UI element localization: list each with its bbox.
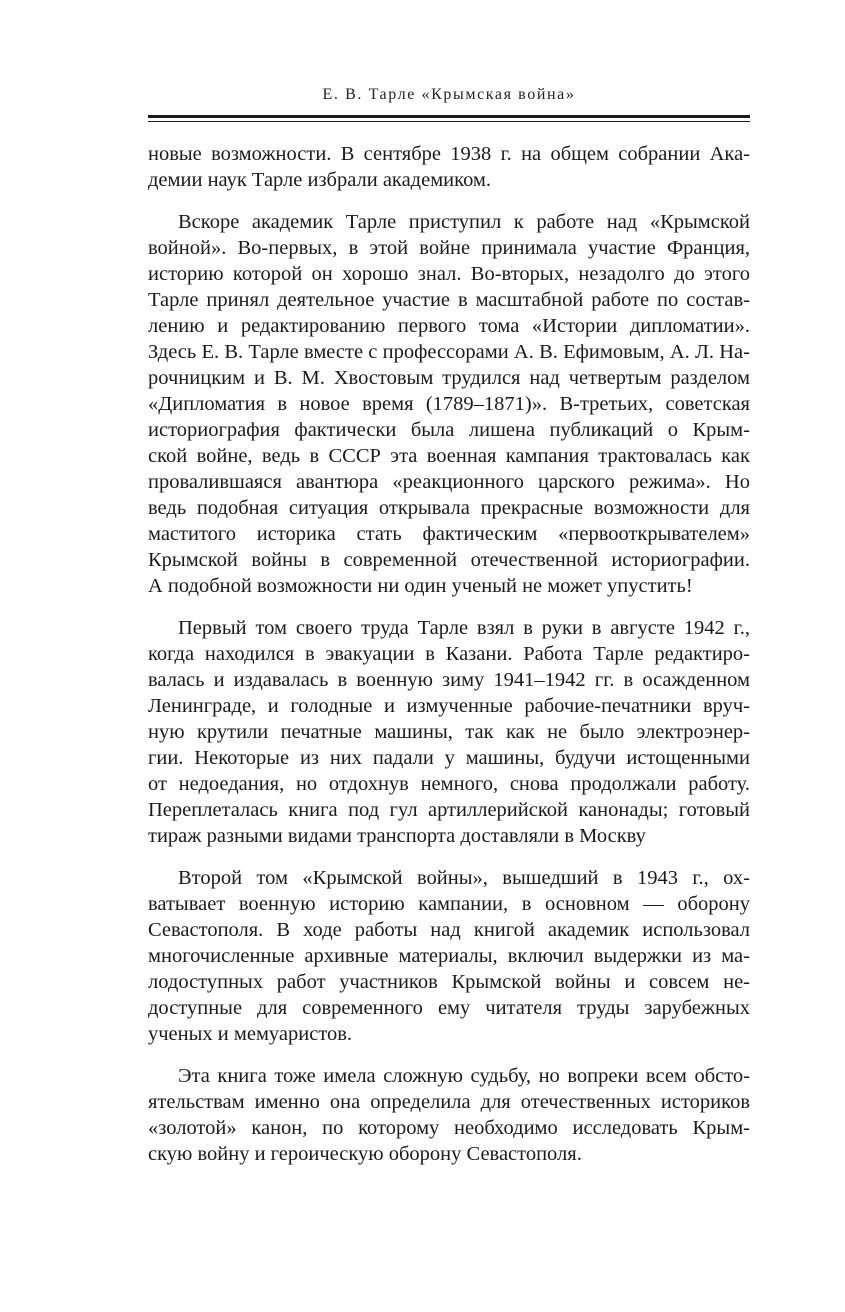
text-line: Севастополя. В ходе работы над книгой академик использовал xyxy=(148,919,750,941)
text-line: ведь подобная ситуация открывала прекрасные возможности для xyxy=(148,497,750,519)
text-line: ученых и мемуаристов. xyxy=(148,1023,353,1045)
text-line: Вскоре академик Тарле приступил к работе над «Крымской xyxy=(178,211,750,233)
paragraph xyxy=(148,209,750,599)
text-line: Переплеталась книга под гул артиллерийской канонады; готовый xyxy=(148,799,750,821)
text-line: когда находился в эвакуации в Казани. Работа Тарле редактиро- xyxy=(148,643,750,665)
text-line: историю которой он хорошо знал. Во-вторых, незадолго до этого xyxy=(148,263,750,285)
text-line: «Дипломатия в новое время (1789–1871)». В-третьих, советская xyxy=(148,393,750,415)
text-line: Крымской войны в современной отечественной историографии. xyxy=(148,549,750,571)
text-line: историография фактически была лишена публикаций о Крым- xyxy=(148,419,750,441)
text-line: демии наук Тарле избрали академиком. xyxy=(148,169,492,191)
text-line: ской войне, ведь в СССР эта военная кампания трактовалась как xyxy=(148,445,750,467)
text-line: войной». Во-первых, в этой войне принимала участие Франция, xyxy=(148,237,750,259)
text-line: скую войну и героическую оборону Севастополя. xyxy=(148,1143,582,1165)
text-line: лению и редактированию первого тома «Истории дипломатии». xyxy=(148,315,750,337)
text-line: Ленинграде, и голодные и измученные рабочие-печатники вруч- xyxy=(148,695,750,717)
text-line: Второй том «Крымской войны», вышедший в 1943 г., ох- xyxy=(178,867,750,889)
text-line: Первый том своего труда Тарле взял в руки в августе 1942 г., xyxy=(178,617,750,639)
text-line: рочницким и В. М. Хвостовым трудился над четвертым разделом xyxy=(148,367,750,389)
body-text xyxy=(148,141,750,1183)
text-line: ватывает военную историю кампании, в основном — оборону xyxy=(148,893,750,915)
text-line: тираж разными видами транспорта доставляли в Москву xyxy=(148,825,646,847)
header-rule-thick xyxy=(148,115,750,118)
text-line: доступные для современного ему читателя труды зарубежных xyxy=(148,997,750,1019)
text-line: валась и издавалась в военную зиму 1941–1942 гг. в осажденном xyxy=(148,669,750,691)
paragraph xyxy=(148,615,750,849)
text-line: Здесь Е. В. Тарле вместе с профессорами А. В. Ефимовым, А. Л. На- xyxy=(148,341,750,363)
text-line: Эта книга тоже имела сложную судьбу, но вопреки всем обсто- xyxy=(178,1065,750,1087)
text-line: маститого историка стать фактическим «первооткрывателем» xyxy=(148,523,750,545)
text-line: Тарле принял деятельное участие в масштабной работе по состав- xyxy=(148,289,750,311)
text-line: провалившаяся авантюра «реакционного царского режима». Но xyxy=(148,471,750,493)
text-line: А подобной возможности ни один ученый не может упустить! xyxy=(148,575,693,597)
text-line: гии. Некоторые из них падали у машины, будучи истощенными xyxy=(148,747,750,769)
header-rule-thin xyxy=(148,121,750,122)
paragraph xyxy=(148,1063,750,1167)
text-line: ятельствам именно она определила для отечественных историков xyxy=(148,1091,750,1113)
text-line: многочисленные архивные материалы, включил выдержки из ма- xyxy=(148,945,750,967)
paragraph xyxy=(148,141,750,193)
text-line: ную крутили печатные машины, так как не было электроэнер- xyxy=(148,721,750,743)
text-line: новые возможности. В сентябре 1938 г. на общем собрании Ака- xyxy=(148,143,750,165)
text-line: «золотой» канон, по которому необходимо исследовать Крым- xyxy=(148,1117,750,1139)
text-line: от недоедания, но отдохнув немного, снова продолжали работу. xyxy=(148,773,750,795)
text-line: лодоступных работ участников Крымской войны и совсем не- xyxy=(148,971,750,993)
running-head: Е. В. Тарле «Крымская война» xyxy=(322,86,576,103)
paragraph xyxy=(148,865,750,1047)
